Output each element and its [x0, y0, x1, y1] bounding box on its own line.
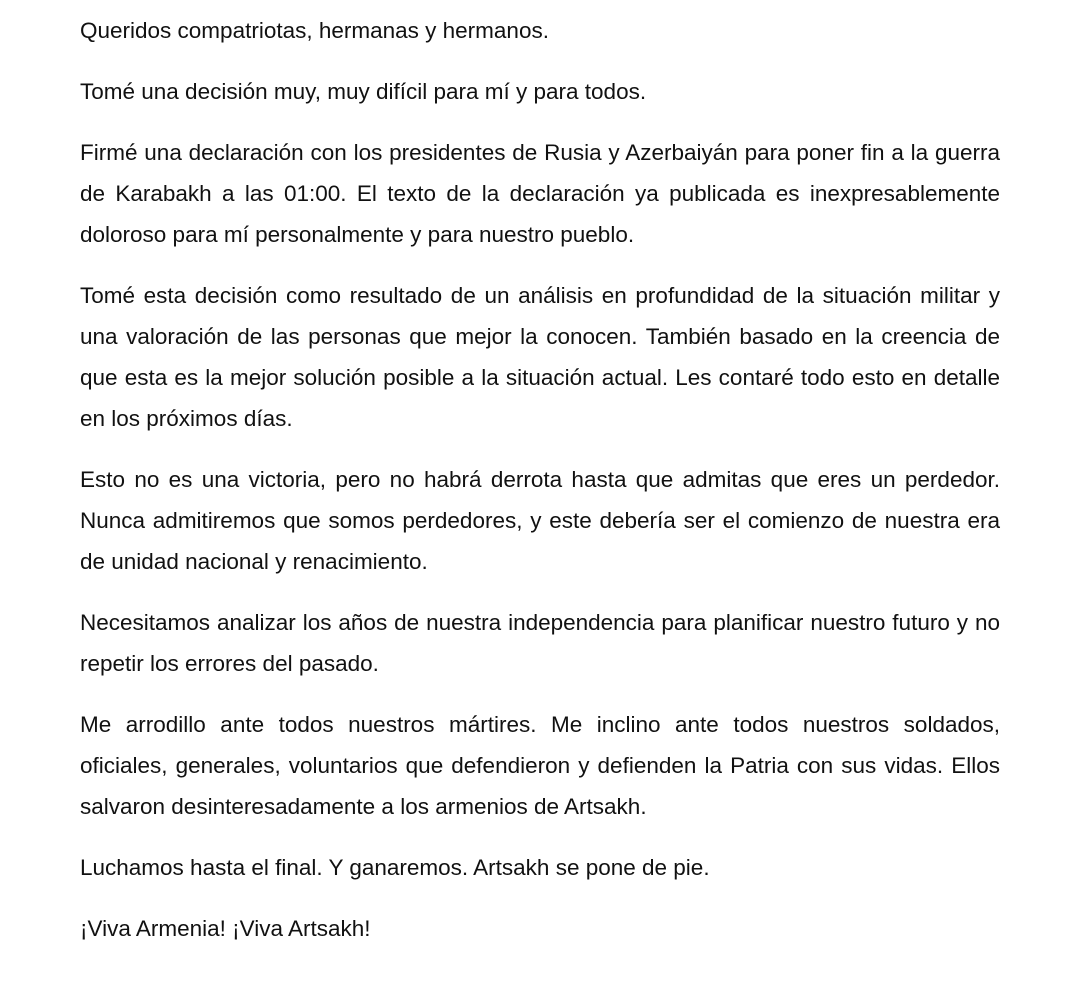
- paragraph-closing: ¡Viva Armenia! ¡Viva Artsakh!: [80, 916, 371, 941]
- paragraph-martyrs: Me arrodillo ante todos nuestros mártires. Me inclino ante todos nuestros soldados, oficiales, generales, voluntarios que defendieron y defienden la Patria con sus vidas. Ellos salvaron desinteresadamente a los armenios de Artsakh.: [80, 712, 1000, 819]
- paragraph-analysis: Tomé esta decisión como resultado de un análisis en profundidad de la situación militar y una valoración de las personas que mejor la conocen. También basado en la creencia de que esta es la mejor solución posible a la situación actual. Les contaré todo esto en detalle en los próximos días.: [80, 283, 1000, 431]
- paragraph-struggle: Luchamos hasta el final. Y ganaremos. Artsakh se pone de pie.: [80, 855, 710, 880]
- document-body: [80, 10, 1000, 949]
- paragraph-declaration: Firmé una declaración con los presidentes de Rusia y Azerbaiyán para poner fin a la guerra de Karabakh a las 01:00. El texto de la declaración ya publicada es inexpresablemente doloroso para mí personalmente y para nuestro pueblo.: [80, 140, 1000, 247]
- paragraph-greeting: Queridos compatriotas, hermanas y hermanos.: [80, 18, 549, 43]
- paragraph-victory: Esto no es una victoria, pero no habrá derrota hasta que admitas que eres un perdedor. Nunca admitiremos que somos perdedores, y este debería ser el comienzo de nuestra era de unidad nacional y renacimiento.: [80, 467, 1000, 574]
- paragraph-independence: Necesitamos analizar los años de nuestra independencia para planificar nuestro futuro y no repetir los errores del pasado.: [80, 610, 1000, 676]
- paragraph-decision: Tomé una decisión muy, muy difícil para mí y para todos.: [80, 79, 647, 104]
